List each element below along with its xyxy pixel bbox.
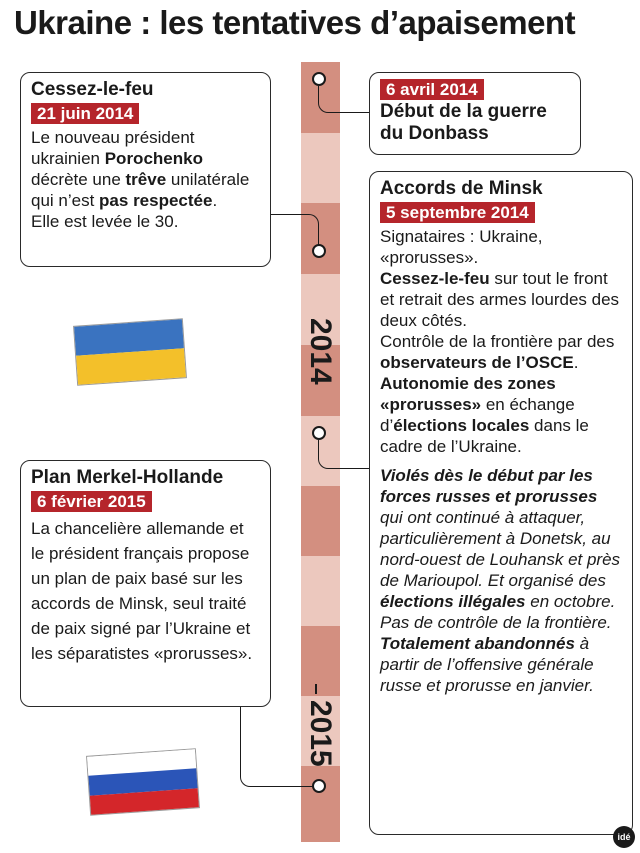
body-bold: Cessez-le-feu	[380, 269, 490, 288]
body-text: .	[573, 353, 579, 372]
body-bold: Autonomie des zones «prorusses»	[380, 374, 556, 414]
timeline-dot	[312, 426, 326, 440]
body-text: dans le cadre de l’Ukraine.	[380, 416, 589, 456]
body-text: décrète une	[31, 170, 126, 189]
year-tick	[315, 684, 317, 694]
body-text: .	[212, 191, 218, 210]
year-label-2015: 2015	[304, 700, 337, 767]
card-title: Cessez-le-feu	[31, 79, 154, 100]
timeline-segment	[301, 626, 340, 696]
card-body	[380, 226, 622, 696]
body-text: Elle est levée le 30.	[31, 212, 179, 231]
date-badge: 5 septembre 2014	[380, 202, 535, 223]
body-text: Signataires : Ukraine, «prorusses».	[380, 227, 543, 267]
connector-line	[318, 440, 371, 469]
connector-line	[318, 86, 371, 113]
body-text: Le nouveau président ukrainien	[31, 128, 195, 168]
body-bold: pas respectée	[99, 191, 213, 210]
date-badge: 21 juin 2014	[31, 103, 139, 124]
body-bold: trêve	[125, 170, 167, 189]
body-paragraph	[380, 373, 622, 457]
timeline-segment	[301, 486, 340, 556]
card-plan-merkel-hollande	[20, 460, 271, 707]
date-badge: 6 avril 2014	[380, 79, 484, 100]
body-text: à partir de l’offensive générale russe et prorusse en janvier.	[380, 634, 594, 695]
card-title: Accords de Minsk	[380, 178, 543, 199]
page-title: Ukraine : les tentatives d’apaisement	[14, 4, 576, 41]
ukraine-flag	[73, 318, 187, 386]
body-bold: Totalement abandonnés	[380, 634, 575, 653]
body-text: en octobre. Pas de contrôle de la frontière.	[380, 592, 616, 632]
card-title: Début de la guerre du Donbass	[380, 101, 547, 144]
timeline-dot	[312, 72, 326, 86]
timeline-dot	[312, 244, 326, 258]
body-bold: observateurs de l’OSCE	[380, 353, 574, 372]
timeline-dot	[312, 779, 326, 793]
body-text: qui ont continué à attaquer, particulièrement à Donetsk, au nord-ouest de Louhansk et près de Marioupol. Et organisé des	[380, 508, 621, 590]
card-cessez-le-feu	[20, 72, 271, 267]
date-badge: 6 février 2015	[31, 491, 152, 512]
body-text: Contrôle de la frontière par des	[380, 332, 615, 351]
timeline-segment	[301, 556, 340, 626]
card-accords-minsk	[369, 171, 633, 835]
timeline-segment	[301, 133, 340, 203]
russia-flag	[86, 748, 200, 816]
connector-line	[270, 214, 319, 249]
body-text: en échange d’	[380, 395, 575, 435]
body-paragraph	[380, 331, 622, 373]
card-debut-guerre	[369, 72, 581, 155]
body-bold: élections locales	[393, 416, 530, 435]
card-body: La chancelière allemande et le président français propose un plan de paix basé sur les accords de Minsk, seul traité de paix signé par l’Ukraine et les séparatistes «prorusses».	[31, 519, 253, 663]
body-bold: Porochenko	[104, 149, 203, 168]
body-bold: élections illégales	[380, 592, 526, 611]
publisher-logo: idé	[613, 826, 635, 848]
connector-line	[240, 706, 319, 787]
body-bold: Violés dès le début par les forces russes et prorusses	[380, 466, 598, 506]
body-text: unilatérale qui n’est	[31, 170, 250, 210]
card-title: Plan Merkel-Hollande	[31, 467, 224, 488]
card-body	[31, 127, 260, 232]
body-text: sur tout le front et retrait des armes lourdes des deux côtés.	[380, 269, 620, 330]
body-paragraph	[380, 633, 622, 696]
body-paragraph	[380, 268, 622, 331]
year-label-2014: 2014	[304, 318, 337, 385]
body-paragraph	[380, 465, 622, 633]
flag-stripe-yellow	[76, 348, 186, 384]
